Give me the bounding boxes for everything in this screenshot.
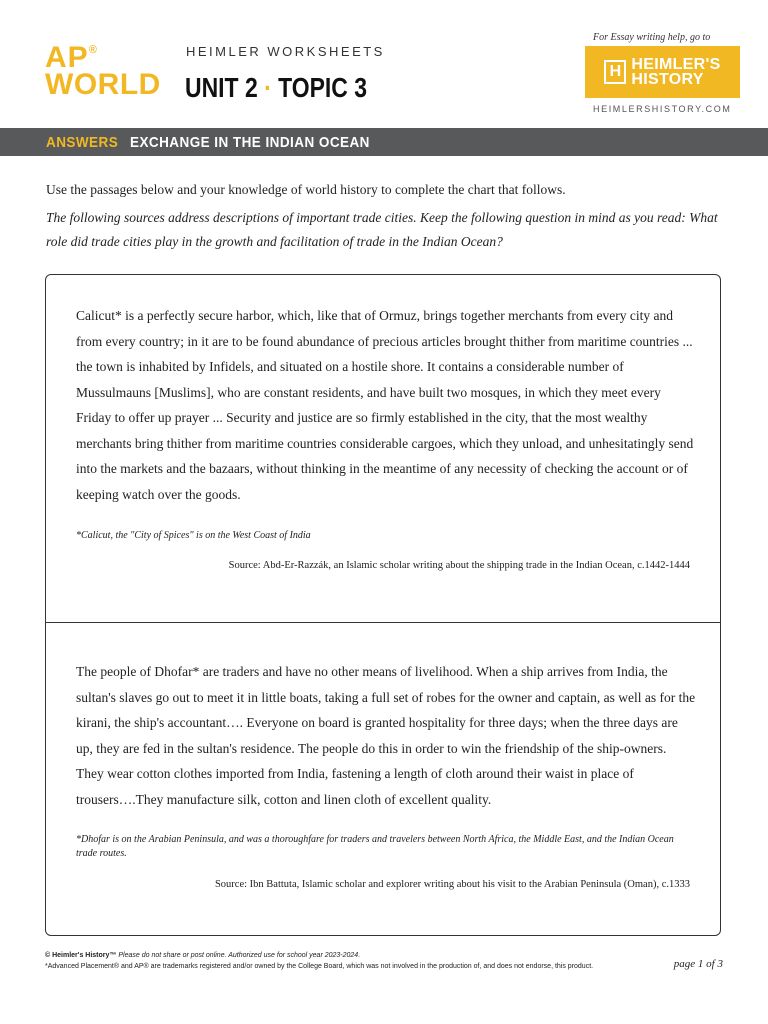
website-url[interactable]: HEIMLERSHISTORY.COM [593,104,732,114]
source-passage-calicut: Calicut* is a perfectly secure harbor, which, like that of Ormuz, brings together merchants from every city and from every country; in it are to be found abundance of precious articles brought thither from maritime countries ... the town is inhabited by Infidels, and situated on a hostile shore. It contains a considerable number of Mussulmauns [Muslims], who are constant residents, and have built two mosques, in which they meet every Friday to offer up prayer ... Security and justice are so firmly established in the city, that the most wealthy merchants bring thither from maritime countries considerable cargoes, which they unload, and unhesitatingly send into the markets and the bazaars, without thinking in the meantime of any necessity of checking the account or of keeping watch over the goods. [76,308,694,502]
instruction-text: Use the passages below and your knowledge of world history to complete the chart that follows. [46,182,566,197]
page-footer [45,950,725,972]
section-title: EXCHANGE IN THE INDIAN OCEAN [130,133,371,151]
source-citation-calicut: Source: Abd-Er-Razzák, an Islamic scholar writing about the shipping trade in the Indian Ocean, c.1442-1444 [228,560,690,571]
page-number: page 1 of 3 [673,958,723,970]
source-divider [46,622,720,623]
series-label: HEIMLER WORKSHEETS [186,44,385,59]
section-banner [0,128,768,156]
guiding-question: The following sources address descriptions of important trade cities. Keep the following question in mind as you read: What role did trade cities play in the growth and facilitation of trade in the Indian Ocean? [46,210,718,249]
source-footnote-dhofar: *Dhofar is on the Arabian Peninsula, and was a thoroughfare for traders and travelers between North Africa, the Middle East, and the Indian Ocean trade routes. [76,834,674,859]
essay-help-text: For Essay writing help, go to [593,32,711,43]
ap-world-logo [45,41,161,101]
instructions [46,178,726,258]
logo-registered-mark: ® [88,44,98,56]
heimler-h-icon: H [604,60,626,84]
title-separator: · [264,72,272,103]
source-footnote-calicut: *Calicut, the "City of Spices" is on the West Coast of India [76,530,311,541]
footer-trademark: *Advanced Placement® and AP® are trademarks registered and/or owned by the College Board, which was not involved in the production of, and does not endorse, this product. [45,963,594,970]
logo-ap-text: AP [45,41,89,74]
logo-world-text: WORLD [45,68,161,101]
brand-name-line2: HISTORY [631,71,704,88]
unit-label: UNIT 2 [185,72,258,103]
heimlers-history-logo[interactable] [585,46,740,98]
brand-name-line1: HEIMLER'S [631,55,721,73]
source-passage-dhofar: The people of Dhofar* are traders and have no other means of livelihood. When a ship arrives from India, the sultan's slaves go out to meet it in little boats, taking a full set of robes for the owner and captain, as well as for the kirani, the ship's accountant…. Everyone on board is granted hospitality for three days; when the three days are up, they are fed in the sultan's residence. The people do this in order to win the friendship of the ship-owners. They wear cotton clothes imported from India, fastening a length of cloth around their waist in place of trousers….They manufacture silk, cotton and linen cloth of excellent quality. [76,664,696,807]
source-citation-dhofar: Source: Ibn Battuta, Islamic scholar and explorer writing about his visit to the Arabian Peninsula (Oman), c.1333 [214,879,690,890]
brand-name [631,57,720,87]
topic-label: TOPIC 3 [278,72,368,103]
unit-topic-title [185,72,367,104]
page-header [0,0,768,126]
footer-warning: Please do not share or post online. Authorized use for school year 2023-2024. [118,952,361,959]
answers-tag: ANSWERS [46,133,119,151]
sources-box [45,274,721,936]
footer-copyright: © Heimler's History™ [45,952,117,959]
